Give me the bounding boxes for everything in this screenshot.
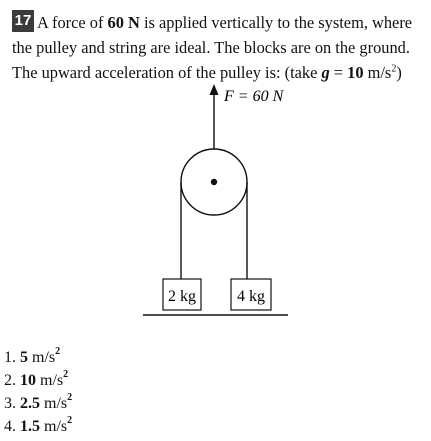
force-label: F = 60 N <box>224 88 284 105</box>
option-number: 4. <box>4 418 16 435</box>
option-number: 3. <box>4 395 16 412</box>
option-value: 10 <box>20 372 36 389</box>
stem-text-3a: The upward acceleration of the pulley is: (take <box>12 63 322 82</box>
block-right-label: 4 kg <box>237 288 265 305</box>
option-exponent: 2 <box>63 369 69 380</box>
stem-text-1c: is applied vertically to the system, where <box>139 13 413 32</box>
stem-text-2: the pulley and string are ideal. The blocks are on the ground. <box>12 38 410 57</box>
stem-text-3-end: ) <box>396 63 402 82</box>
equals-sign: = <box>329 63 348 82</box>
option-number: 1. <box>4 349 16 366</box>
option-unit: m/s <box>40 395 68 412</box>
question-stem <box>12 10 428 85</box>
force-value: 60 N <box>107 13 140 32</box>
option-value: 1.5 <box>20 418 40 435</box>
pulley-diagram <box>0 82 431 332</box>
stem-text-1a: A force of <box>37 13 108 32</box>
option-unit: m/s <box>40 418 68 435</box>
g-unit-exponent: 2 <box>391 63 397 75</box>
force-arrow-head <box>210 84 219 95</box>
option-number: 2. <box>4 372 16 389</box>
option-exponent: 2 <box>67 392 73 403</box>
g-unit: m/s <box>363 63 392 82</box>
option-exponent: 2 <box>67 415 73 426</box>
option-2[interactable] <box>4 369 72 392</box>
option-unit: m/s <box>28 349 56 366</box>
question-number-badge: 17 <box>12 10 34 32</box>
option-value: 5 <box>20 349 28 366</box>
option-unit: m/s <box>36 372 64 389</box>
option-4[interactable] <box>4 415 72 438</box>
option-3[interactable] <box>4 392 72 415</box>
block-left-label: 2 kg <box>168 288 196 305</box>
g-symbol: g <box>321 63 330 82</box>
option-value: 2.5 <box>20 395 40 412</box>
pulley-axle <box>211 179 217 185</box>
option-exponent: 2 <box>55 346 61 357</box>
option-1[interactable] <box>4 346 72 369</box>
g-value: 10 <box>347 63 364 82</box>
answer-options <box>4 346 72 438</box>
